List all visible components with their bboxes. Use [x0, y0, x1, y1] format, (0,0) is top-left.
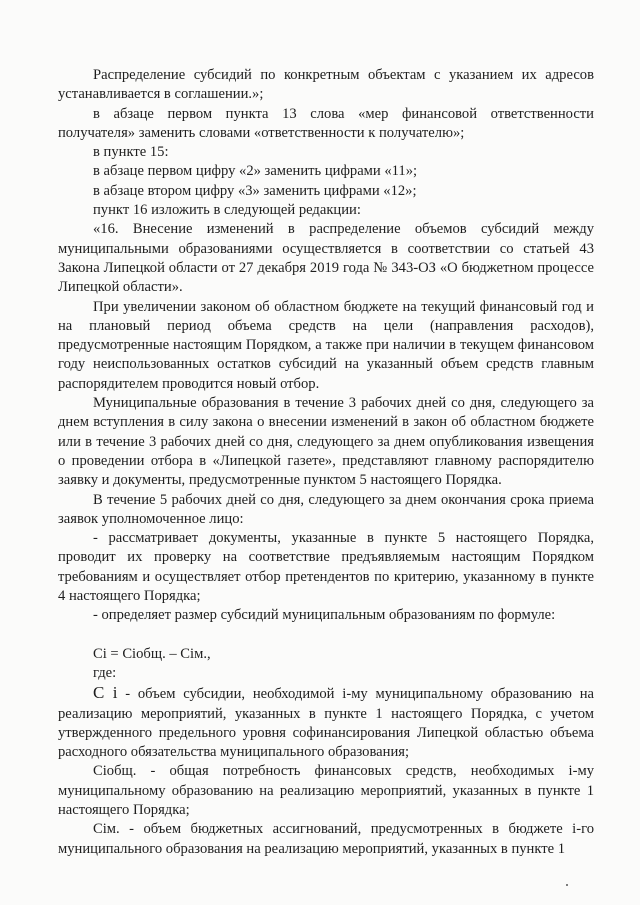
paragraph: в абзаце первом цифру «2» заменить цифрами «11»;: [93, 163, 418, 180]
paragraph: в пункте 15:: [93, 144, 169, 161]
paragraph: Распределение субсидий по конкретным объектам с указанием их адресов устанавливается в соглашении.»;: [58, 67, 594, 103]
definition-symbol: С i: [93, 683, 118, 703]
paragraph: - рассматривает документы, указанные в пункте 5 настоящего Порядка, проводит их проверку на соответствие предъявляемым настоящим Порядком требованиям и осуществляет отбор претендентов по критерию, указанному в пункте 4 настоящего Порядка;: [58, 530, 594, 605]
definition-text: - объем субсидии, необходимой i-му муниципальному образованию на реализацию мероприятий, указанных в пункте 1 настоящего Порядка, с учетом утвержденного предельного уровня софинансирования Липецкой областью объема расходного обязательства муниципального образования;: [58, 686, 595, 761]
paragraph: Муниципальные образования в течение 3 рабочих дней со дня, следующего за днем вступления в силу закона о внесении изменений в закон об областном бюджете или в течение 3 рабочих дней со дня, следующего за днем опубликования извещения о проведении отбора в «Липецкой газете», представляют главному распорядителю заявку и документы, предусмотренные пунктом 5 настоящего Порядка.: [58, 395, 594, 489]
definition-symbol: Ciм.: [93, 821, 120, 838]
definition-text: - объем бюджетных ассигнований, предусмотренных в бюджете i-го муниципального образования на реализацию мероприятий, указанных в пункте 1: [58, 821, 594, 857]
paragraph: При увеличении законом об областном бюджете на текущий финансовый год и на плановый период объема средств на цели (направления расходов), предусмотренные настоящим Порядком, а также при наличии в текущем финансовом году неиспользованных остатков субсидий на указанный объем средств главным распорядителем проводится новый отбор.: [58, 298, 594, 392]
formula: Ci = Ciобщ. – Ciм.,: [93, 645, 211, 662]
paragraph: - определяет размер субсидий муниципальным образованиям по формуле:: [93, 607, 556, 624]
paragraph: в абзаце первом пункта 13 слова «мер финансовой ответственности получателя» заменить словами «ответственности к получателю»;: [58, 105, 594, 141]
paragraph: «16. Внесение изменений в распределение объемов субсидий между муниципальными образованиями осуществляется в соответствии со статьей 43 Закона Липецкой области от 27 декабря 2019 года № 343-ОЗ «О бюджетном процессе Липецкой области».: [58, 221, 594, 296]
definition: [58, 683, 594, 762]
paragraph: В течение 5 рабочих дней со дня, следующего за днем окончания срока приема заявок уполномоченное лицо:: [58, 491, 594, 527]
document-body: [58, 66, 594, 859]
paragraph: пункт 16 изложить в следующей редакции:: [93, 202, 361, 219]
definition: [58, 762, 594, 820]
scan-speck: [566, 884, 568, 886]
formula-where: где:: [93, 664, 117, 681]
definition-symbol: Ciобщ.: [93, 763, 137, 780]
definition: [58, 820, 594, 859]
paragraph: в абзаце втором цифру «3» заменить цифрами «12»;: [93, 182, 417, 199]
definition-text: - общая потребность финансовых средств, необходимых i-му муниципальному образованию на реализацию мероприятий, указанных в пункте 1 настоящего Порядка;: [58, 763, 594, 818]
